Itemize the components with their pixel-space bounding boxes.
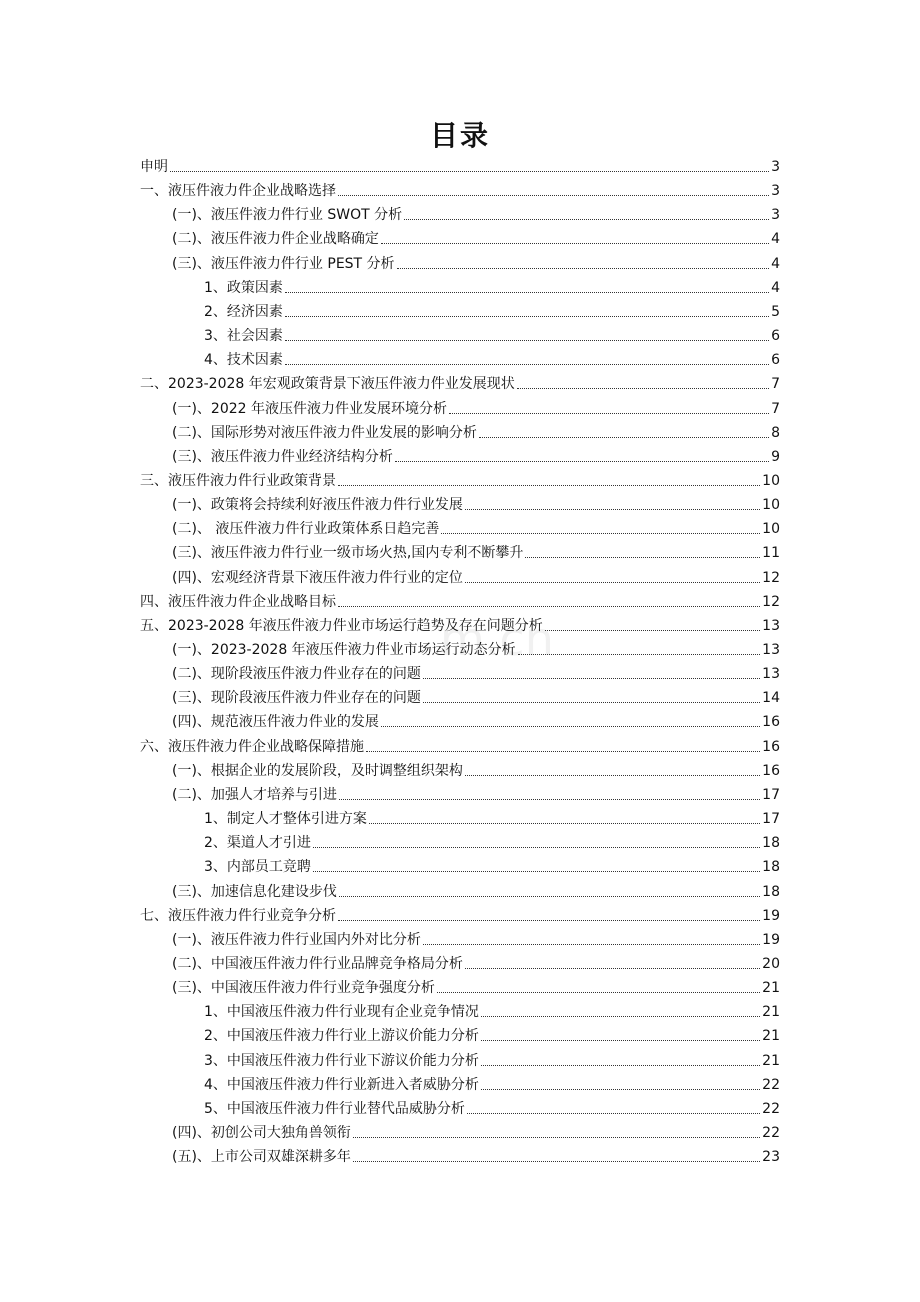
toc-entry-label: 3、社会因素 <box>204 328 283 345</box>
toc-entry[interactable] <box>140 591 780 613</box>
toc-dot-leader <box>481 1039 760 1041</box>
toc-dot-leader <box>285 339 769 341</box>
toc-dot-leader <box>339 895 760 897</box>
toc-entry[interactable] <box>172 253 780 275</box>
toc-page-number: 18 <box>762 859 780 876</box>
toc-dot-leader <box>479 436 769 438</box>
toc-page-number: 4 <box>771 231 780 248</box>
toc-entry[interactable] <box>172 784 780 806</box>
toc-entry-label: (三)、液压件液力件行业 PEST 分析 <box>172 255 395 272</box>
toc-entry[interactable] <box>140 373 780 395</box>
toc-page-number: 13 <box>762 666 780 683</box>
toc-dot-leader <box>395 460 769 462</box>
toc-entry[interactable] <box>204 1025 780 1047</box>
toc-page-number: 12 <box>762 593 780 610</box>
toc-dot-leader <box>525 556 760 558</box>
toc-entry-label: (一)、液压件液力件行业国内外对比分析 <box>172 931 421 948</box>
toc-page-number: 13 <box>762 617 780 634</box>
toc-entry[interactable] <box>204 808 780 830</box>
toc-page-number: 17 <box>762 811 780 828</box>
toc-dot-leader <box>467 1112 760 1114</box>
toc-page-number: 7 <box>771 400 780 417</box>
toc-dot-leader <box>338 919 760 921</box>
toc-entry[interactable] <box>140 470 780 492</box>
toc-page-number: 16 <box>762 762 780 779</box>
toc-dot-leader <box>449 412 769 414</box>
toc-entry-label: 五、2023-2028 年液压件液力件业市场运行趋势及存在问题分析 <box>140 617 543 634</box>
toc-dot-leader <box>404 218 769 220</box>
toc-dot-leader <box>338 605 760 607</box>
toc-entry[interactable] <box>204 1001 780 1023</box>
toc-entry-label: (四)、初创公司大独角兽领衔 <box>172 1125 351 1141</box>
toc-page-number: 12 <box>762 569 780 586</box>
toc-dot-leader <box>339 798 760 800</box>
toc-entry-label: 二、2023-2028 年宏观政策背景下液压件液力件业发展现状 <box>140 376 515 393</box>
toc-page-number: 10 <box>762 497 780 514</box>
toc-entry[interactable] <box>204 1074 780 1096</box>
toc-entry-label: (二)、国际形势对液压件液力件业发展的影响分析 <box>172 424 477 441</box>
toc-entry-label: (二)、加强人才培养与引进 <box>172 786 337 803</box>
toc-entry-label: (二)、液压件液力件企业战略确定 <box>172 231 379 248</box>
toc-entry-label: 一、液压件液力件企业战略选择 <box>140 183 336 200</box>
toc-page-number: 14 <box>762 690 780 707</box>
toc-dot-leader <box>338 194 769 196</box>
toc-entry[interactable] <box>204 277 780 299</box>
toc-entry-label: (一)、2023-2028 年液压件液力件业市场运行动态分析 <box>172 642 516 658</box>
toc-dot-leader <box>397 267 770 269</box>
toc-entry[interactable] <box>172 663 780 685</box>
toc-page-number: 4 <box>771 279 780 296</box>
toc-page-number: 23 <box>762 1149 780 1166</box>
toc-dot-leader <box>481 1064 760 1066</box>
toc-dot-leader <box>437 991 760 993</box>
toc-entry-label: (四)、宏观经济背景下液压件液力件行业的定位 <box>172 569 463 586</box>
toc-page-number: 22 <box>762 1076 780 1093</box>
toc-entry[interactable] <box>172 881 780 903</box>
toc-page-number: 20 <box>762 955 780 972</box>
toc-entry-label: 2、渠道人才引进 <box>204 835 311 852</box>
toc-dot-leader <box>423 677 760 679</box>
toc-entry-label: (三)、液压件液力件行业一级市场火热,国内专利不断攀升 <box>172 545 524 562</box>
toc-dot-leader <box>465 581 760 583</box>
toc-entry-label: 1、政策因素 <box>204 279 283 296</box>
toc-entry[interactable] <box>172 567 780 589</box>
toc-entry-label: 4、中国液压件液力件行业新进入者威胁分析 <box>204 1076 479 1093</box>
toc-page-number: 21 <box>762 980 780 997</box>
toc-entry[interactable] <box>204 1098 780 1120</box>
toc-dot-leader <box>366 750 760 752</box>
toc-entry-label: 七、液压件液力件行业竞争分析 <box>140 907 336 924</box>
toc-entry-label: (一)、政策将会持续利好液压件液力件行业发展 <box>172 497 463 514</box>
toc-entry-label: (二)、现阶段液压件液力件业存在的问题 <box>172 666 421 683</box>
toc-dot-leader <box>369 822 760 824</box>
toc-entry[interactable] <box>172 398 780 420</box>
toc-entry-label: 三、液压件液力件行业政策背景 <box>140 472 336 489</box>
toc-dot-leader <box>285 315 769 317</box>
toc-dot-leader <box>353 1136 760 1138</box>
toc-entry-label: 1、中国液压件液力件行业现有企业竞争情况 <box>204 1004 479 1021</box>
toc-page-number: 18 <box>762 835 780 852</box>
toc-dot-leader <box>545 629 760 631</box>
toc-page-number: 3 <box>771 159 780 175</box>
toc-entry-label: 四、液压件液力件企业战略目标 <box>140 593 336 610</box>
toc-page-number: 16 <box>762 738 780 755</box>
toc-dot-leader <box>441 532 760 534</box>
toc-entry-label: (一)、2022 年液压件液力件业发展环境分析 <box>172 400 448 417</box>
toc-entry[interactable] <box>172 422 780 444</box>
toc-page-number: 8 <box>771 424 780 441</box>
toc-page-number: 21 <box>762 1004 780 1021</box>
toc-entry-label: (三)、液压件液力件业经济结构分析 <box>172 448 393 465</box>
watermark: m.cn <box>440 612 554 666</box>
toc-entry-label: (一)、根据企业的发展阶段，及时调整组织架构 <box>172 762 463 779</box>
toc-entry-label: (二)、 液压件液力件行业政策体系日趋完善 <box>172 521 440 538</box>
toc-entry[interactable] <box>204 856 780 878</box>
toc-dot-leader <box>465 508 760 510</box>
toc-page-number: 16 <box>762 714 780 731</box>
toc-entry[interactable] <box>172 711 780 733</box>
toc-entry[interactable] <box>204 301 780 323</box>
toc-page-number: 10 <box>762 521 780 538</box>
toc-entry-label: (四)、规范液压件液力件业的发展 <box>172 714 379 731</box>
toc-entry[interactable] <box>172 639 780 661</box>
toc-dot-leader <box>313 870 760 872</box>
toc-dot-leader <box>481 1015 760 1017</box>
toc-entry[interactable] <box>140 615 780 637</box>
toc-entry[interactable] <box>172 494 780 516</box>
toc-dot-leader <box>423 701 760 703</box>
toc-entry[interactable] <box>172 446 780 468</box>
toc-dot-leader <box>381 725 760 727</box>
toc-dot-leader <box>517 387 769 389</box>
toc-dot-leader <box>353 1160 760 1162</box>
toc-page-number: 3 <box>771 207 780 224</box>
toc-entry-label: (三)、加速信息化建设步伐 <box>172 883 337 900</box>
toc-entry[interactable] <box>172 929 780 951</box>
toc-entry[interactable] <box>172 953 780 975</box>
toc-entry-label: 4、技术因素 <box>204 352 283 369</box>
toc-page-number: 6 <box>771 328 780 345</box>
toc-dot-leader <box>423 943 760 945</box>
toc-dot-leader <box>481 1088 760 1090</box>
toc-entry-label: 六、液压件液力件企业战略保障措施 <box>140 738 364 755</box>
toc-entry[interactable] <box>140 905 780 927</box>
page-title: 目录 <box>429 119 490 152</box>
toc-page-number: 21 <box>762 1028 780 1045</box>
toc-entry[interactable] <box>172 542 780 564</box>
toc-entry[interactable] <box>204 832 780 854</box>
toc-page-number: 13 <box>762 642 780 658</box>
toc-page-number: 10 <box>762 472 780 489</box>
toc-entry[interactable] <box>172 1122 780 1144</box>
toc-page-number: 7 <box>771 376 780 393</box>
toc-page-number: 22 <box>762 1100 780 1117</box>
toc-entry[interactable] <box>172 228 780 250</box>
toc-dot-leader <box>338 484 760 486</box>
toc-entry-label: 1、制定人才整体引进方案 <box>204 811 367 828</box>
toc-entry[interactable] <box>172 518 780 540</box>
toc-entry[interactable] <box>140 180 780 202</box>
toc-entry-label: 申明 <box>140 159 168 175</box>
toc-entry-label: (二)、中国液压件液力件行业品牌竞争格局分析 <box>172 955 463 972</box>
toc-entry-label: 2、经济因素 <box>204 303 283 320</box>
toc-page-number: 3 <box>771 183 780 200</box>
toc-page-number: 17 <box>762 786 780 803</box>
toc-dot-leader <box>285 363 769 365</box>
toc-entry[interactable] <box>204 325 780 347</box>
toc-dot-leader <box>170 170 769 172</box>
toc-dot-leader <box>465 774 760 776</box>
toc-dot-leader <box>465 967 760 969</box>
toc-entry[interactable] <box>204 349 780 371</box>
toc-entry-label: 2、中国液压件液力件行业上游议价能力分析 <box>204 1028 479 1045</box>
toc-entry-label: (三)、中国液压件液力件行业竞争强度分析 <box>172 980 435 997</box>
toc-entry[interactable] <box>172 760 780 782</box>
toc-entry-label: 3、中国液压件液力件行业下游议价能力分析 <box>204 1052 479 1069</box>
toc-dot-leader <box>518 653 760 655</box>
toc-page-number: 18 <box>762 883 780 900</box>
toc-entry-label: (一)、液压件液力件行业 SWOT 分析 <box>172 207 403 224</box>
toc-page-number: 22 <box>762 1125 780 1141</box>
toc-entry[interactable] <box>172 687 780 709</box>
toc-page-number: 5 <box>771 303 780 320</box>
toc-entry[interactable] <box>140 736 780 758</box>
toc-page-number: 11 <box>762 545 780 562</box>
toc-page-number: 6 <box>771 352 780 369</box>
toc-dot-leader <box>285 291 769 293</box>
toc-entry-label: (三)、现阶段液压件液力件业存在的问题 <box>172 690 421 707</box>
toc-page-number: 9 <box>771 448 780 465</box>
toc-entry-label: 5、中国液压件液力件行业替代品威胁分析 <box>204 1100 465 1117</box>
toc-entry[interactable] <box>172 204 780 226</box>
toc-dot-leader <box>313 846 760 848</box>
toc-entry-label: (五)、上市公司双雄深耕多年 <box>172 1149 351 1166</box>
toc-entry[interactable] <box>204 1050 780 1072</box>
toc-entry[interactable] <box>140 156 780 178</box>
toc-entry[interactable] <box>172 1146 780 1168</box>
toc-dot-leader <box>381 242 769 244</box>
toc-page-number: 19 <box>762 907 780 924</box>
toc-entry-label: 3、内部员工竞聘 <box>204 859 311 876</box>
toc-page-number: 4 <box>771 255 780 272</box>
toc-entry[interactable] <box>172 977 780 999</box>
toc-page-number: 21 <box>762 1052 780 1069</box>
toc-page-number: 19 <box>762 931 780 948</box>
